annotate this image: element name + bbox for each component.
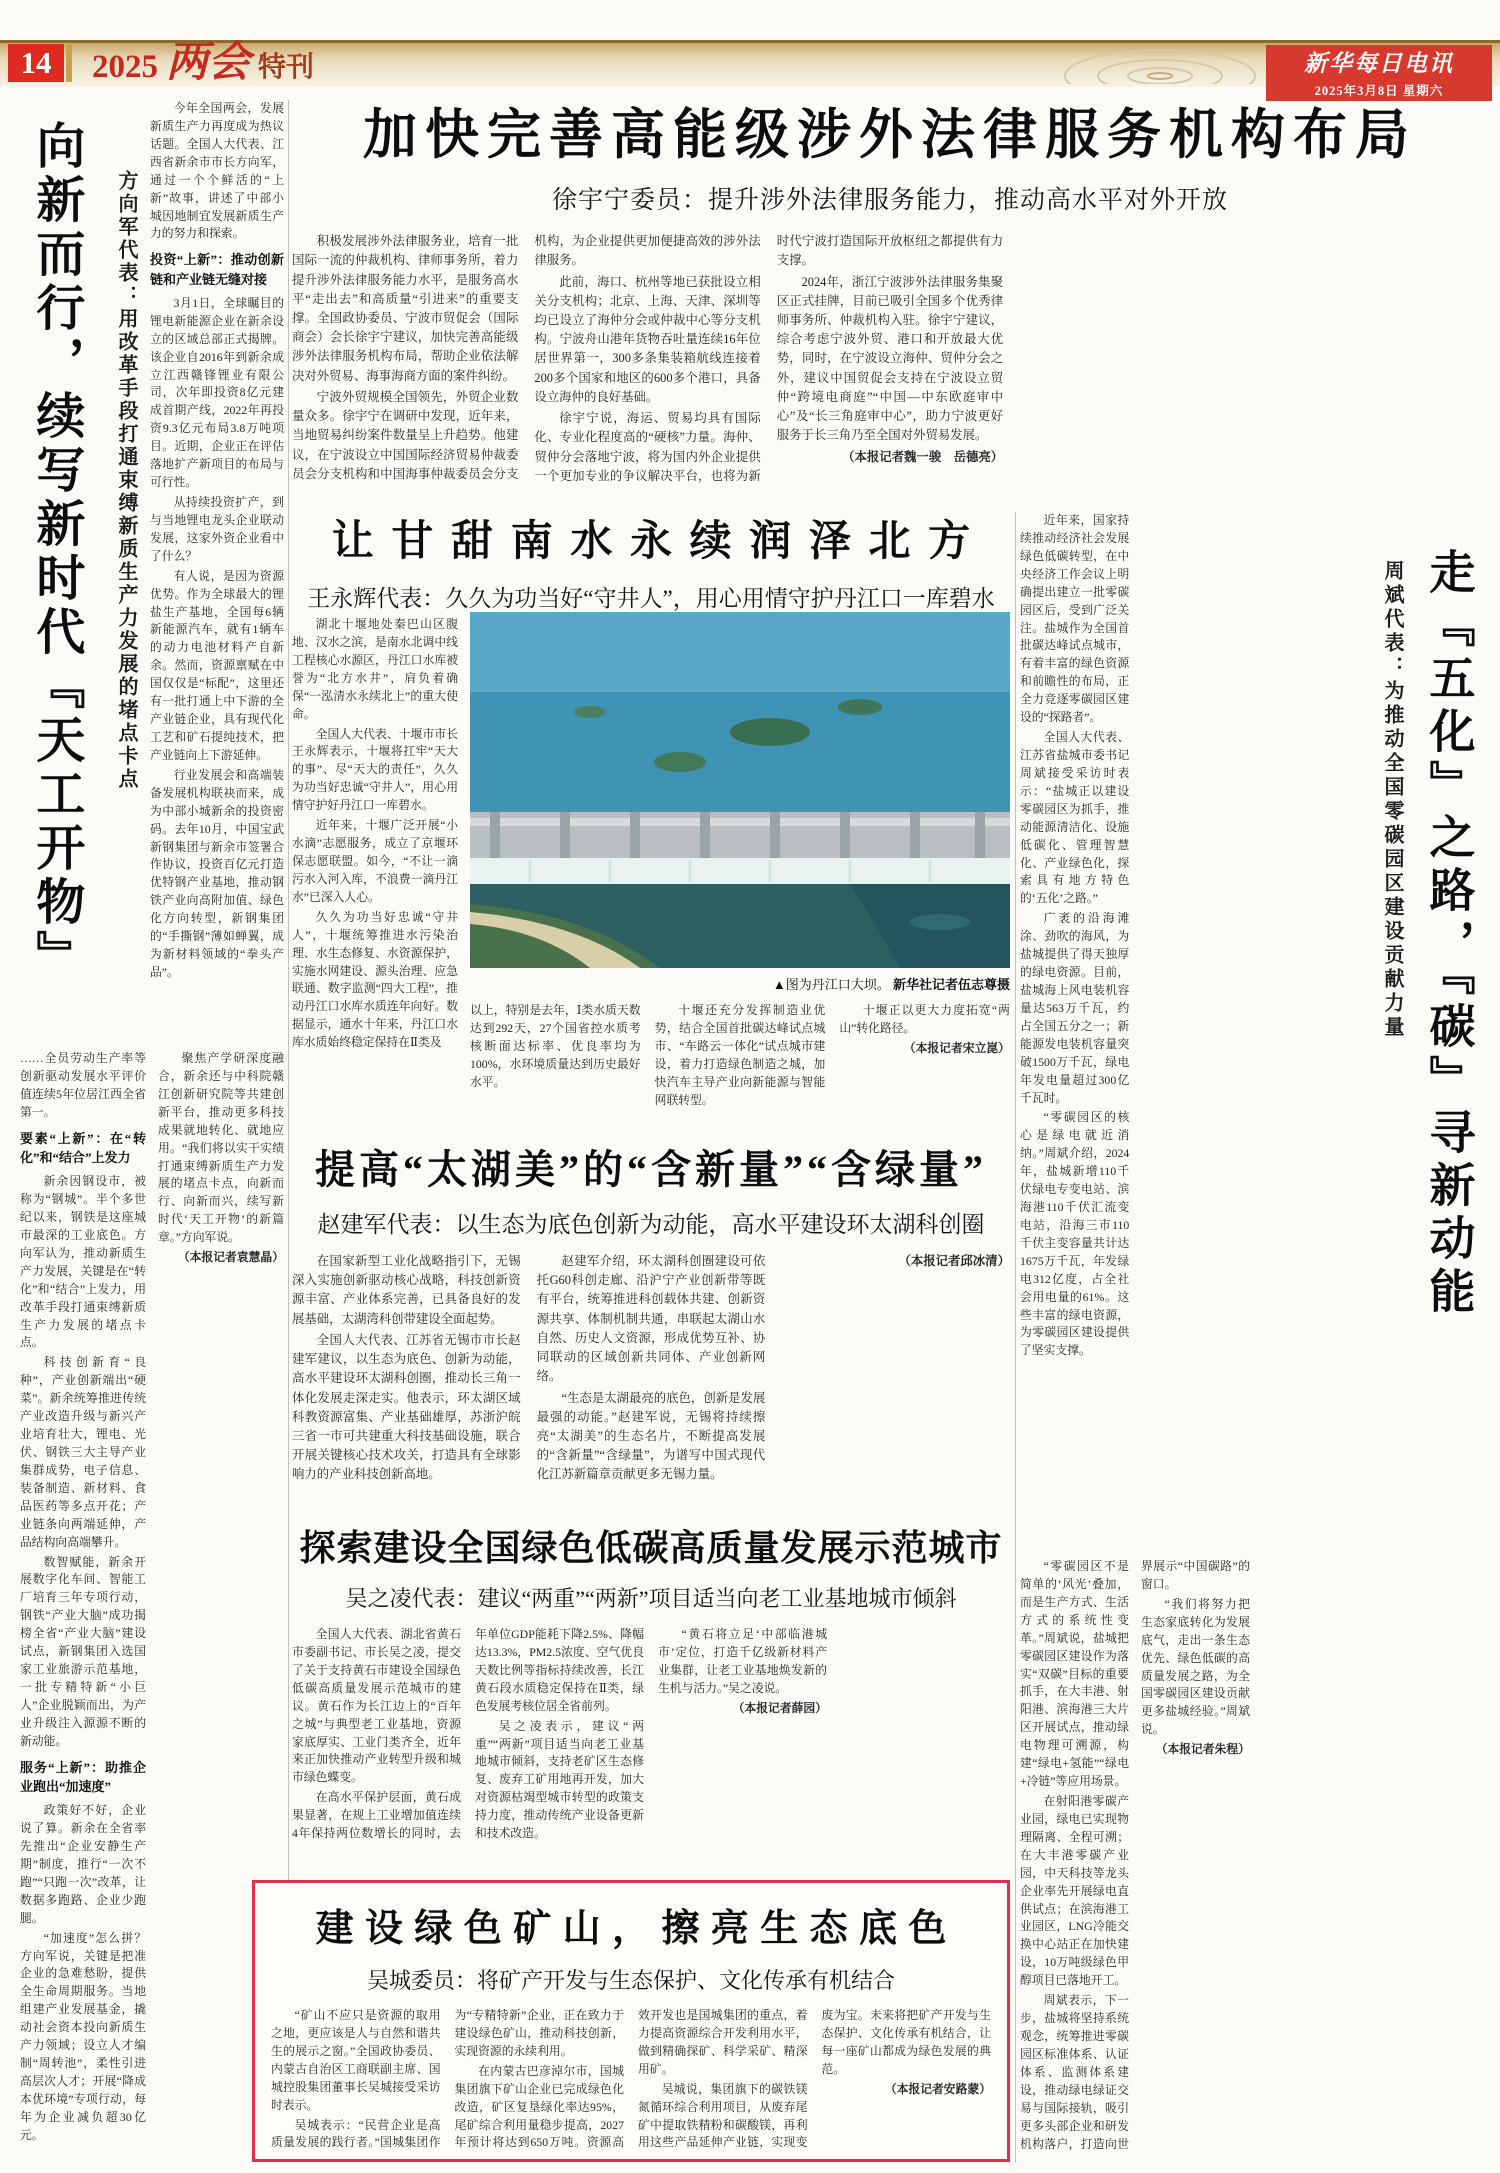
photo-caption bbox=[470, 974, 1010, 993]
water-article-bottom-columns bbox=[470, 1002, 1010, 1124]
body-paragraph: 聚焦产学研深度融合，新余还与中科院赣江创新研究院等共建创新平台，推动更多科技成果就地转化、就地应用。“我们将以实干实绩打通束缚新质生产力发展的堵点卡点，向新而行、向新而兴，续写新时代‘天工开物’的新篇章。”方向军说。 bbox=[158, 1051, 284, 1245]
reporter-credit: （本报记者邱冰清） bbox=[898, 1254, 1010, 1268]
reporter-credit: （本报记者宋立崑） bbox=[903, 1040, 1010, 1055]
left-article-bottom-columns bbox=[20, 1050, 284, 2160]
body-paragraph: 2024年，浙江宁波涉外法律服务集聚区正式挂牌，目前已吸引全国多个优秀律师事务所、仲裁机构入驻。徐宇宁建议，综合考虑宁波外贸、港口和开放最大优势，同时，在宁波设立海仲、贸仲分会之外，建议中国贸促会支持在宁波设立贸仲“跨境电商庭”“中国—中东欧庭审中心”及“长三角庭审中心”，助力宁波更好服务于长三角乃至全国对外贸易发展。 bbox=[776, 274, 1004, 443]
body-paragraph: 徐宇宁说，海运、贸易均具有国际化、专业化程度高的“硬核”力量。海仲、贸仲分会落地宁波，将为国内外企业提供一个更加专业的争议解决平台，也将为新时代宁波打造国际开放枢纽之都提供有力支撑。 bbox=[534, 234, 1004, 483]
body-paragraph: 今年全国两会，发展新质生产力再度成为热议话题。全国人大代表、江西省新余市市长方向军，通过一个个鲜活的“上新”故事，讲述了中部小城因地制宜发展新质生产力的努力和探索。 bbox=[150, 101, 284, 241]
water-article-headline: 让甘甜南水永续润泽北方 bbox=[331, 519, 988, 565]
lowcarbon-article bbox=[292, 1520, 1010, 1856]
column-rule bbox=[1015, 512, 1016, 2162]
body-paragraph: 全国人大代表、江苏省无锡市市长赵建军建议，以生态为底色、创新为动能，高水平建设环太湖科创圈，推动长三角一体化发展走深走实。他表示，环太湖区域科教资源富集、产业基础雄厚，苏浙沪皖三省一市可共建重大科技基础设施，联合开展关键核心技术攻关，打造具有全球影响力的产业科技创新高地。 bbox=[292, 1332, 521, 1482]
left-article-vertical-subtitle: 方向军代表：用改革手段打通束缚新质生产力发展的堵点卡点 bbox=[115, 170, 137, 791]
body-paragraph: “生态是太湖最亮的底色，创新是发展最强的动能。”赵建军说，无锡将持续擦亮“太湖美”的生态名片，不断提高发展的“含新量”“含绿量”，为谱写中国式现代化江苏新篇章贡献更多无锡力量。 bbox=[536, 1390, 766, 1482]
body-paragraph: 全国人大代表、江苏省盐城市委书记周斌接受采访时表示：“盐城正以建设零碳园区为抓手，推动能源清洁化、设施低碳化、管理智慧化、产业绿色化，探索具有地方特色的‘五化’之路。” bbox=[1020, 730, 1130, 906]
body-paragraph: 广袤的沿海滩涂、劲吹的海风，为盐城提供了得天独厚的绿电资源。目前，盐城海上风电装机容量达563万千瓦，约占全国五分之一；新能源发电装机容量突破1500万千瓦，绿电年发电量超过300亿千瓦时。 bbox=[1020, 911, 1130, 1105]
taihu-article-deck: 赵建军代表：以生态为底色创新为动能，高水平建设环太湖科创圈 bbox=[317, 1212, 985, 1237]
section-subhead: 投资“上新”：推动创新链和产业链无缝对接 bbox=[150, 252, 284, 288]
edition-suffix: 特刊 bbox=[258, 52, 315, 84]
lowcarbon-article-headline: 探索建设全国绿色低碳高质量发展示范城市 bbox=[299, 1528, 1003, 1568]
body-paragraph: 有人说，是因为资源优势。作为全球最大的锂盐生产基地，全国每6辆新能源汽车，就有1辆车的动力电池材料产自新余。然而，资源禀赋在中国仅仅是“标配”，这里还有一批打通上中下游的全产业链企业，具有现代化工艺和矿石提纯技术，把产业链向上下游延伸。 bbox=[150, 568, 284, 762]
main-article-deck: 徐宇宁委员：提升涉外法律服务能力，推动高水平对外开放 bbox=[551, 187, 1228, 215]
reporter-credit: （本报记者袁慧晶） bbox=[177, 1250, 284, 1265]
body-paragraph: 全国人大代表、十堰市市长王永辉表示，十堰将扛牢“天大的事”、尽“天大的责任”，久久为功当好忠诚“守井人”，用心用情守护好丹江口一库碧水。 bbox=[292, 726, 458, 813]
dam-photo-illustration bbox=[470, 612, 1010, 968]
body-paragraph: “黄石将立足‘中部临港城市’定位，打造千亿级新材料产业集群，让老工业基地焕发新的生机与活力。”吴之凌说。 bbox=[658, 1627, 827, 1695]
mine-article-box bbox=[252, 1880, 1010, 2162]
body-paragraph: 吴城表示：“民营企业是高质量发展的践行者。”国城集团作为“专精特新”企业，正在致力于建设绿色矿山，推动科技创新，实现资源的永续利用。 bbox=[271, 2008, 624, 2150]
reporter-credit: （本报记者薛园） bbox=[732, 1700, 827, 1715]
body-paragraph: 新余因钢设市，被称为“钢城”。半个多世纪以来，钢铁是这座城市最深的工业底色。方向军认为，推动新质生产力发展，关键是在“转化”和“结合”上发力，用改革手段打通束缚新质生产力发展的堵点卡点。 bbox=[20, 1174, 146, 1350]
taihu-article bbox=[292, 1138, 1010, 1494]
body-paragraph: 此前，海口、杭州等地已获批设立相关分支机构；北京、上海、天津、深圳等均已设立了海仲分会或仲裁中心等分支机构。宁波舟山港年货物吞吐量连续16年位居世界第一，300多条集装箱航线连接着200多个国家和地区的600多个港口，具备设立海仲的良好基础。 bbox=[534, 274, 761, 404]
section-subhead: 要素“上新”：在“转化”和“结合”上发力 bbox=[20, 1130, 146, 1166]
lowcarbon-article-body bbox=[292, 1626, 1010, 1856]
left-article-top-column bbox=[150, 100, 284, 1044]
water-article-deck: 王永辉代表：久久为功当好“守井人”，用心用情守护丹江口一库碧水 bbox=[307, 586, 995, 611]
ripple-decoration bbox=[1010, 42, 1260, 84]
right-article-top-columns bbox=[1020, 512, 1372, 1544]
masthead-date: 2025年3月8日 星期六 bbox=[1314, 83, 1444, 98]
body-paragraph: 数智赋能，新余开展数字化车间、智能工厂培育三年专项行动，钢铁“产业大脑”成功揭榜全省“产业大脑”建设试点，新钢集团入选国家工业旅游示范基地，一批专精特新“小巨人”企业脱颖而出，为产业升级注入源源不断的新动能。 bbox=[20, 1554, 146, 1748]
right-article-vertical-subtitle: 周斌代表：为推动全国零碳园区建设贡献力量 bbox=[1381, 560, 1403, 1040]
section-subhead: 服务“上新”：助推企业跑出“加速度” bbox=[20, 1759, 146, 1795]
body-paragraph: 久久为功当好忠诚“守井人”，十堰统筹推进水污染治理、水生态修复、水资源保护，实施水网建设、源头治理、应急联通、数字监测“四大工程”，推动丹江口水库水质连年向好。数据显示，通水十年来，丹江口水库水质始终稳定保持在Ⅱ类及 bbox=[292, 909, 458, 1050]
mine-article-headline: 建设绿色矿山，擦亮生态底色 bbox=[315, 1908, 958, 1950]
masthead-box bbox=[1266, 45, 1492, 101]
body-paragraph: 在内蒙古巴彦淖尔市，国城集团旗下矿山企业已完成绿色化改造，矿区复垦绿化率达95%，尾矿综合利用量稳步提高，2027年预计将达到650万吨。资源高效开发也是国城集团的重点，着力提高资源综合开发利用水平，做到精确探矿、科学采矿、精深用矿。 bbox=[454, 2008, 808, 2150]
danjiangkou-dam-photo bbox=[470, 612, 1010, 968]
mine-article-body bbox=[271, 2007, 991, 2153]
left-article-vertical-title: 向新而行，续写新时代『天工开物』 bbox=[29, 120, 85, 984]
photo-caption-text: ▲图为丹江口大坝。 bbox=[772, 977, 890, 992]
body-paragraph: 全国人大代表、湖北省黄石市委副书记、市长吴之凌，提交了关于支持黄石市建设全国绿色低碳高质量发展示范城市的建议。黄石作为长江边上的“百年之城”与典型老工业基地，资源家底厚实、工业门类齐全，近年来正加快推动产业转型升级和城市绿色蝶变。 bbox=[292, 1627, 461, 1785]
body-paragraph: “矿山不应只是资源的取用之地，更应该是人与自然和谐共生的展示之窗。”全国政协委员、内蒙古自治区工商联副主席、国城控股集团董事长吴城接受采访时表示。 bbox=[271, 2008, 441, 2112]
right-article bbox=[1020, 512, 1492, 2164]
body-paragraph: 十堰还充分发挥制造业优势，结合全国首批碳达峰试点城市、“车路云一体化”试点城市建设，着力打造绿色制造之城，加快汽车主导产业向新能源与智能网联转型。 bbox=[654, 1003, 826, 1107]
page-number-divider bbox=[66, 44, 72, 82]
body-paragraph: 吴之凌表示，建议“两重”“两新”项目适当向老工业基地城市倾斜，支持老矿区生态修复、废弃工矿用地再开发，加大对资源枯竭型城市转型的政策支持力度，推动传统产业设备更新和技术改造。 bbox=[475, 1718, 644, 1841]
column-rule bbox=[288, 100, 289, 2162]
photo-caption-credit: 新华社记者伍志尊摄 bbox=[892, 977, 1010, 992]
body-paragraph: “我们将努力把生态家底转化为发展底气，走出一条生态优先、绿色低碳的高质量发展之路，为全国零碳园区建设贡献更多盐城经验。”周斌说。 bbox=[1141, 1596, 1250, 1737]
taihu-article-body bbox=[292, 1252, 1010, 1494]
masthead-title: 新华每日电讯 bbox=[1304, 51, 1454, 76]
edition-title bbox=[92, 40, 315, 87]
body-paragraph: 3月1日，全球瞩目的锂电新能源企业在新余设立的区域总部正式揭牌。该企业自2016年到新余成立江西赣锋锂业有限公司，次年即投资8亿元建成首期产线，2022年再投资9.3亿元布局3.8万吨项目。近期，企业正在评估落地扩产新项目的布局与可行性。 bbox=[150, 295, 284, 490]
body-paragraph: 近年来，国家持续推动经济社会发展绿色低碳转型，在中央经济工作会议上明确提出建立一批零碳园区后，受到广泛关注。盐城作为全国首批碳达峰试点城市，有着丰富的绿色资源和前瞻性的布局，正全力竞逐零碳园区建设的“探路者”。 bbox=[1020, 513, 1130, 725]
body-paragraph: 行业发展会和高端装备发展机构联袂而来，成为中部小城新余的投资密码。去年10月，中国宝武新钢集团与新余市签署合作协议，投资百亿元打造优特钢产业基地，推动钢铁产业向高附加值、绿色化方向转型，新钢集团的“手撕钢”薄如蝉翼，成为新材料领域的“拳头产品”。 bbox=[150, 767, 284, 979]
body-paragraph: “零碳园区的核心是绿电就近消纳。”周斌介绍，2024年，盐城新增110千伏绿电专变电站、滨海港110千伏汇流变电站，沿海三市110千伏主变容量共计达1675万千瓦，年发绿电312亿度，占全社会用电量的61%。这些丰富的绿电资源，为零碳园区建设提供了坚实支撑。 bbox=[1020, 1110, 1130, 1358]
body-paragraph: 赵建军介绍，环太湖科创圈建设可依托G60科创走廊、沿沪宁产业创新带等既有平台，统筹推进科创载体共建、创新资源共享、体制机制共通，串联起太湖山水自然、历史人文资源，形成优势互补、协同联动的区域创新共同体、产业创新网络。 bbox=[536, 1254, 766, 1384]
lowcarbon-article-deck: 吴之凌代表：建议“两重”“两新”项目适当向老工业基地城市倾斜 bbox=[345, 1586, 957, 1611]
body-paragraph: 吴城说，集团旗下的碳铁镁氮循环综合利用项目，从废弃尾矿中提取铁精粉和碳酸镁，再利用这些产品延伸产业链，实现变废为宝。未来将把矿产开发与生态保护、文化传承有机结合，让每一座矿山都成为绿色发展的典范。 bbox=[638, 2008, 991, 2150]
reporter-credit: （本报记者朱程） bbox=[1155, 1742, 1250, 1757]
body-paragraph: 宁波外贸规模全国领先，外贸企业数量众多。徐宇宁在调研中发现，近年来，当地贸易纠纷案件数量呈上升趋势。他建议，在宁波设立中国国际经济贸易仲裁委员会分支机构和中国海事仲裁委员会分支机构，为企业提供更加便捷高效的涉外法律服务。 bbox=[292, 234, 761, 481]
body-paragraph: “零碳园区不是简单的‘风光’叠加，而是生产方式、生活方式的系统性变革。”周斌说，盐城把零碳园区建设作为落实“双碳”目标的重要抓手，在大丰港、射阳港、滨海港三大片区开展试点，推动绿电物理可溯源，构建“绿电+氢能”“绿电+冷链”等应用场景。 bbox=[1020, 1559, 1129, 1789]
body-paragraph: “加速度”怎么拼？方向军说，关键是把准企业的急难愁盼，提供全生命周期服务。当地组建产业发展基金，撬动社会资本投向新质生产力领域；设立人才编制“周转池”，柔性引进高层次人才；开展“降成本优环境”专项行动，每年为企业减负超30亿元。 bbox=[20, 1930, 146, 2142]
mine-article-deck: 吴城委员：将矿产开发与生态保护、文化传承有机结合 bbox=[366, 1968, 895, 1993]
edition-main-title: 两会 bbox=[166, 40, 251, 87]
body-paragraph: 近年来，十堰广泛开展“小水滴”志愿服务，成立了京堰环保志愿联盟。如今，“不让一滴污水入河入库，不浪费一滴丹江水”已深入人心。 bbox=[292, 818, 458, 904]
right-article-vertical-title: 走『五化』之路，『碳』寻新动能 bbox=[1423, 548, 1475, 1320]
main-article-headline: 加快完善高能级涉外法律服务机构布局 bbox=[363, 105, 1417, 165]
water-article bbox=[292, 508, 1010, 1126]
body-paragraph: 积极发展涉外法律服务业，培育一批国际一流的仲裁机构、律师事务所，着力提升涉外法律服务能力水平，是服务高水平“走出去”和高质量“引进来”的重要支撑。全国政协委员、宁波市贸促会（国际商会）会长徐宇宁建议，加快完善高能级涉外法律服务机构布局，帮助企业依法解决对外贸易、海事海商方面的案件纠纷。 bbox=[292, 234, 519, 383]
reporter-credit: （本报记者安路蒙） bbox=[884, 2081, 991, 2096]
body-paragraph: 湖北十堰地处秦巴山区腹地、汉水之滨，是南水北调中线工程核心水源区，丹江口水库被誉为“北方水井”，肩负着确保“一泓清水永续北上”的重大使命。 bbox=[292, 617, 458, 721]
main-article bbox=[292, 104, 1488, 494]
body-paragraph: 在高水平保护层面，黄石成果显著，在规上工业增加值连续4年保持两位数增长的同时，去年单位GDP能耗下降2.5%、降幅达13.3%，PM2.5浓度、空气优良天数比例等指标持续改善，长江黄石段水质稳定保持在Ⅱ类，绿色发展考核位居全省前列。 bbox=[292, 1627, 644, 1841]
body-paragraph: 科技创新育“良种”，产业创新端出“硬菜”。新余统筹推进传统产业改造升级与新兴产业培育壮大，锂电、光伏、钢铁三大主导产业集群成势，电子信息、装备制造、新材料、食品医药等多点开花；产业链条向两端延伸，产品结构向高端攀升。 bbox=[20, 1355, 146, 1549]
edition-year: 2025 bbox=[92, 49, 158, 85]
body-paragraph: 政策好不好，企业说了算。新余在全省率先推出“企业安静生产期”制度，推行“一次不跑”“只跑一次”改革，让数据多跑路、企业少跑腿。 bbox=[20, 1803, 146, 1925]
water-article-left-column bbox=[292, 616, 458, 1124]
main-article-body bbox=[292, 232, 1488, 494]
page-number: 14 bbox=[8, 44, 64, 82]
right-article-bottom-columns bbox=[1020, 1558, 1492, 2164]
body-paragraph: ……全员劳动生产率等创新驱动发展水平评价值连续5年位居江西全省第一。 bbox=[20, 1051, 146, 1119]
body-paragraph: 周斌表示，下一步，盐城将坚持系统观念，统筹推进零碳园区标准体系、认证体系、监测体系建设，推动绿电绿证交易与国际接轨，吸引更多头部企业和研发机构落户，打造向世界展示“中国碳路”的窗口。 bbox=[1020, 1559, 1250, 2151]
body-paragraph: 在射阳港零碳产业园，绿电已实现物理隔离、全程可溯；在大丰港零碳产业园，中天科技等龙头企业率先开展绿电直供试点；在滨海港工业园区，LNG冷能交换中心站正在加快建设，10万吨级绿色甲醇项目已落地开工。 bbox=[1020, 1793, 1129, 1988]
body-paragraph: 十堰正以更大力度拓宽“两山”转化路径。 bbox=[839, 1003, 1010, 1035]
reporter-credit: （本报记者魏一骏 岳德亮） bbox=[842, 449, 1004, 464]
body-paragraph: 在国家新型工业化战略指引下，无锡深入实施创新驱动核心战略，科技创新资源丰富、产业体系完善，已具备良好的发展基础，太湖湾科创带建设全面起势。 bbox=[292, 1254, 521, 1326]
body-paragraph: 从持续投资扩产，到与当地锂电龙头企业联动发展，这家外资企业看中了什么？ bbox=[150, 495, 284, 563]
taihu-article-headline: 提高“太湖美”的“含新量”“含绿量” bbox=[315, 1147, 987, 1192]
body-paragraph: 以上，特别是去年，Ⅰ类水质天数达到292天，27个国省控水质考核断面达标率、优良率均为100%，水环境质量达到历史最好水平。 bbox=[470, 1003, 641, 1089]
